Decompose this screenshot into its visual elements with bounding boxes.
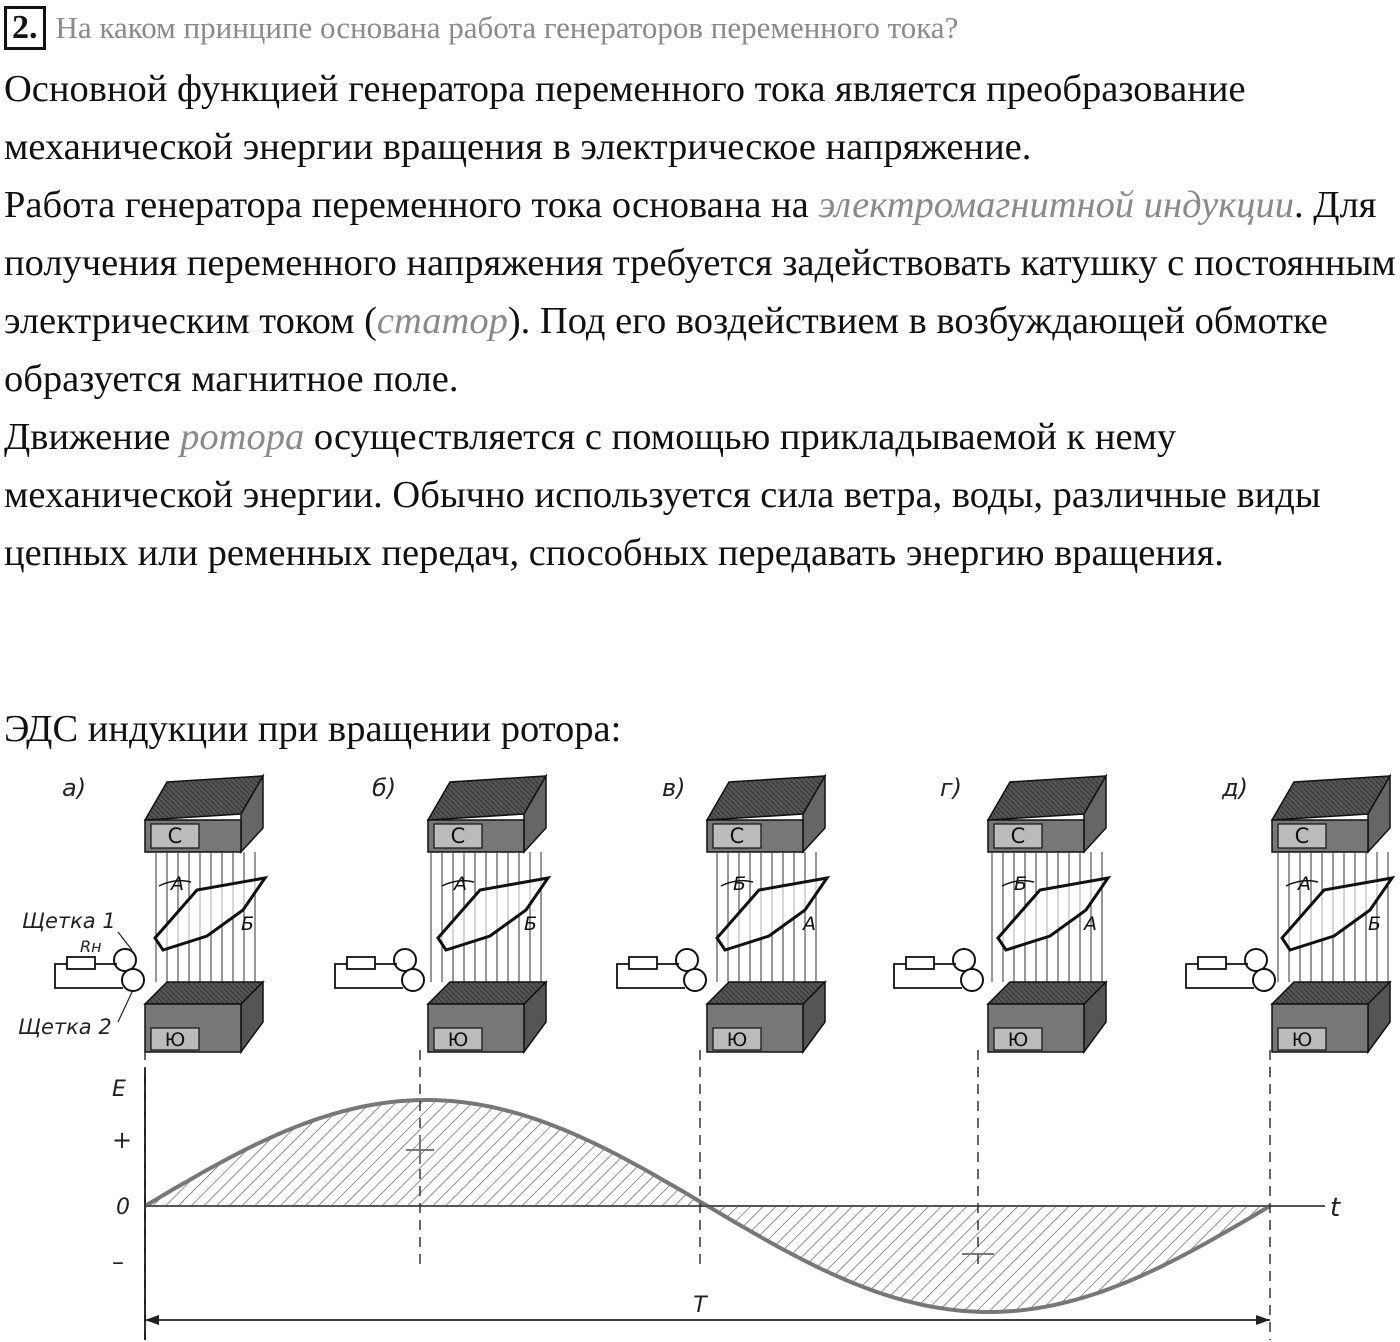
generator-panels bbox=[18, 774, 1392, 1052]
emf-graph bbox=[112, 1050, 1341, 1340]
generator-panel bbox=[617, 774, 827, 1052]
figure-caption: ЭДС индукции при вращении ротора: bbox=[4, 708, 622, 750]
zero-label: 0 bbox=[116, 1195, 130, 1220]
panel-label: г) bbox=[940, 774, 962, 802]
slip-ring bbox=[114, 949, 136, 971]
plus-label: + bbox=[112, 1126, 133, 1154]
coil-side-label: Б bbox=[524, 913, 538, 935]
term-stator: статор bbox=[376, 300, 508, 342]
panel-label: в) bbox=[662, 774, 686, 802]
panel-label: д) bbox=[1222, 774, 1248, 802]
north-pole-label: С bbox=[729, 824, 745, 848]
term-rotor: ротора bbox=[180, 416, 305, 458]
slip-ring bbox=[1253, 969, 1275, 991]
answer-paragraph-2 bbox=[4, 176, 1396, 408]
period-arrow-left bbox=[145, 1315, 159, 1325]
coil-side-label: Б bbox=[733, 873, 747, 895]
coil-side-label: А bbox=[171, 873, 184, 895]
slip-ring bbox=[953, 949, 975, 971]
answer-p2-part-a: Работа генератора переменного тока основана на bbox=[4, 184, 819, 226]
coil-side-label: А bbox=[803, 913, 816, 935]
answer-text bbox=[4, 60, 1396, 582]
coil-side-label: А bbox=[1298, 873, 1311, 895]
north-pole-label: С bbox=[1294, 824, 1310, 848]
panel-label: а) bbox=[62, 774, 87, 802]
north-pole-label: С bbox=[1010, 824, 1026, 848]
answer-p2-part-c: ). Под его воздействием в возбуждающей обмотке образуется магнитное поле. bbox=[4, 300, 1328, 400]
load-resistor bbox=[1198, 957, 1226, 969]
south-pole-label: Ю bbox=[1007, 1029, 1029, 1051]
slip-ring bbox=[122, 969, 144, 991]
answer-p3-part-b: осуществляется с помощью прикладываемой к нему механической энергии. Обычно используется сила ветра, воды, различные виды цепных или ременных передач, способных передавать энергию вращения. bbox=[4, 416, 1321, 574]
answer-paragraph-3 bbox=[4, 408, 1396, 582]
generator-panel bbox=[335, 774, 548, 1052]
brush-2-label: Щетка 2 bbox=[18, 1015, 112, 1039]
t-axis-label: t bbox=[1330, 1193, 1341, 1223]
resistor-label: Rн bbox=[80, 937, 102, 956]
slip-ring bbox=[1245, 949, 1267, 971]
coil-side-label: Б bbox=[1014, 873, 1028, 895]
period-arrow-right bbox=[1256, 1315, 1270, 1325]
load-resistor bbox=[67, 957, 95, 969]
brush-1-label: Щетка 1 bbox=[22, 909, 116, 933]
south-pole-label: Ю bbox=[164, 1029, 186, 1051]
positive-half-wave-area bbox=[145, 1100, 708, 1206]
slip-ring bbox=[402, 969, 424, 991]
coil-side-label: Б bbox=[241, 913, 255, 935]
period-label: T bbox=[693, 1293, 707, 1318]
slip-ring bbox=[961, 969, 983, 991]
generator-panel bbox=[1186, 774, 1392, 1052]
load-resistor bbox=[906, 957, 934, 969]
answer-paragraph-1: Основной функцией генератора переменного тока является преобразование механической энергии вращения в электрическое напряжение. bbox=[4, 68, 1246, 168]
question-text: На каком принципе основана работа генераторов переменного тока? bbox=[55, 10, 959, 45]
north-pole-label: С bbox=[450, 824, 466, 848]
term-electromagnetic-induction: электромагнитной индукции bbox=[818, 184, 1294, 226]
answer-p3-part-a: Движение bbox=[4, 416, 181, 458]
south-pole-label: Ю bbox=[726, 1029, 748, 1051]
load-resistor bbox=[347, 957, 375, 969]
coil-side-label: А bbox=[1084, 913, 1097, 935]
south-pole-label: Ю bbox=[447, 1029, 469, 1051]
slip-ring bbox=[394, 949, 416, 971]
load-resistor bbox=[629, 957, 657, 969]
question-line bbox=[4, 6, 958, 50]
negative-half-wave-area bbox=[708, 1206, 1271, 1312]
answer-p2-part-b: . Для получения переменного напряжения требуется задействовать катушку с постоянным электрическим током ( bbox=[4, 184, 1396, 342]
generator-emf-figure bbox=[0, 760, 1400, 1342]
coil-side-label: Б bbox=[1368, 913, 1382, 935]
brush-1-leader bbox=[118, 932, 132, 950]
north-pole-label: С bbox=[167, 824, 183, 848]
brush-2-leader bbox=[118, 992, 132, 1022]
south-pole-label: Ю bbox=[1291, 1029, 1313, 1051]
panel-label: б) bbox=[372, 774, 397, 802]
slip-ring bbox=[684, 969, 706, 991]
slip-ring bbox=[676, 949, 698, 971]
minus-label: – bbox=[112, 1248, 124, 1276]
y-axis-label: E bbox=[112, 1077, 126, 1102]
coil-side-label: А bbox=[454, 873, 467, 895]
question-number: 2. bbox=[4, 6, 46, 50]
generator-panel bbox=[894, 774, 1108, 1052]
